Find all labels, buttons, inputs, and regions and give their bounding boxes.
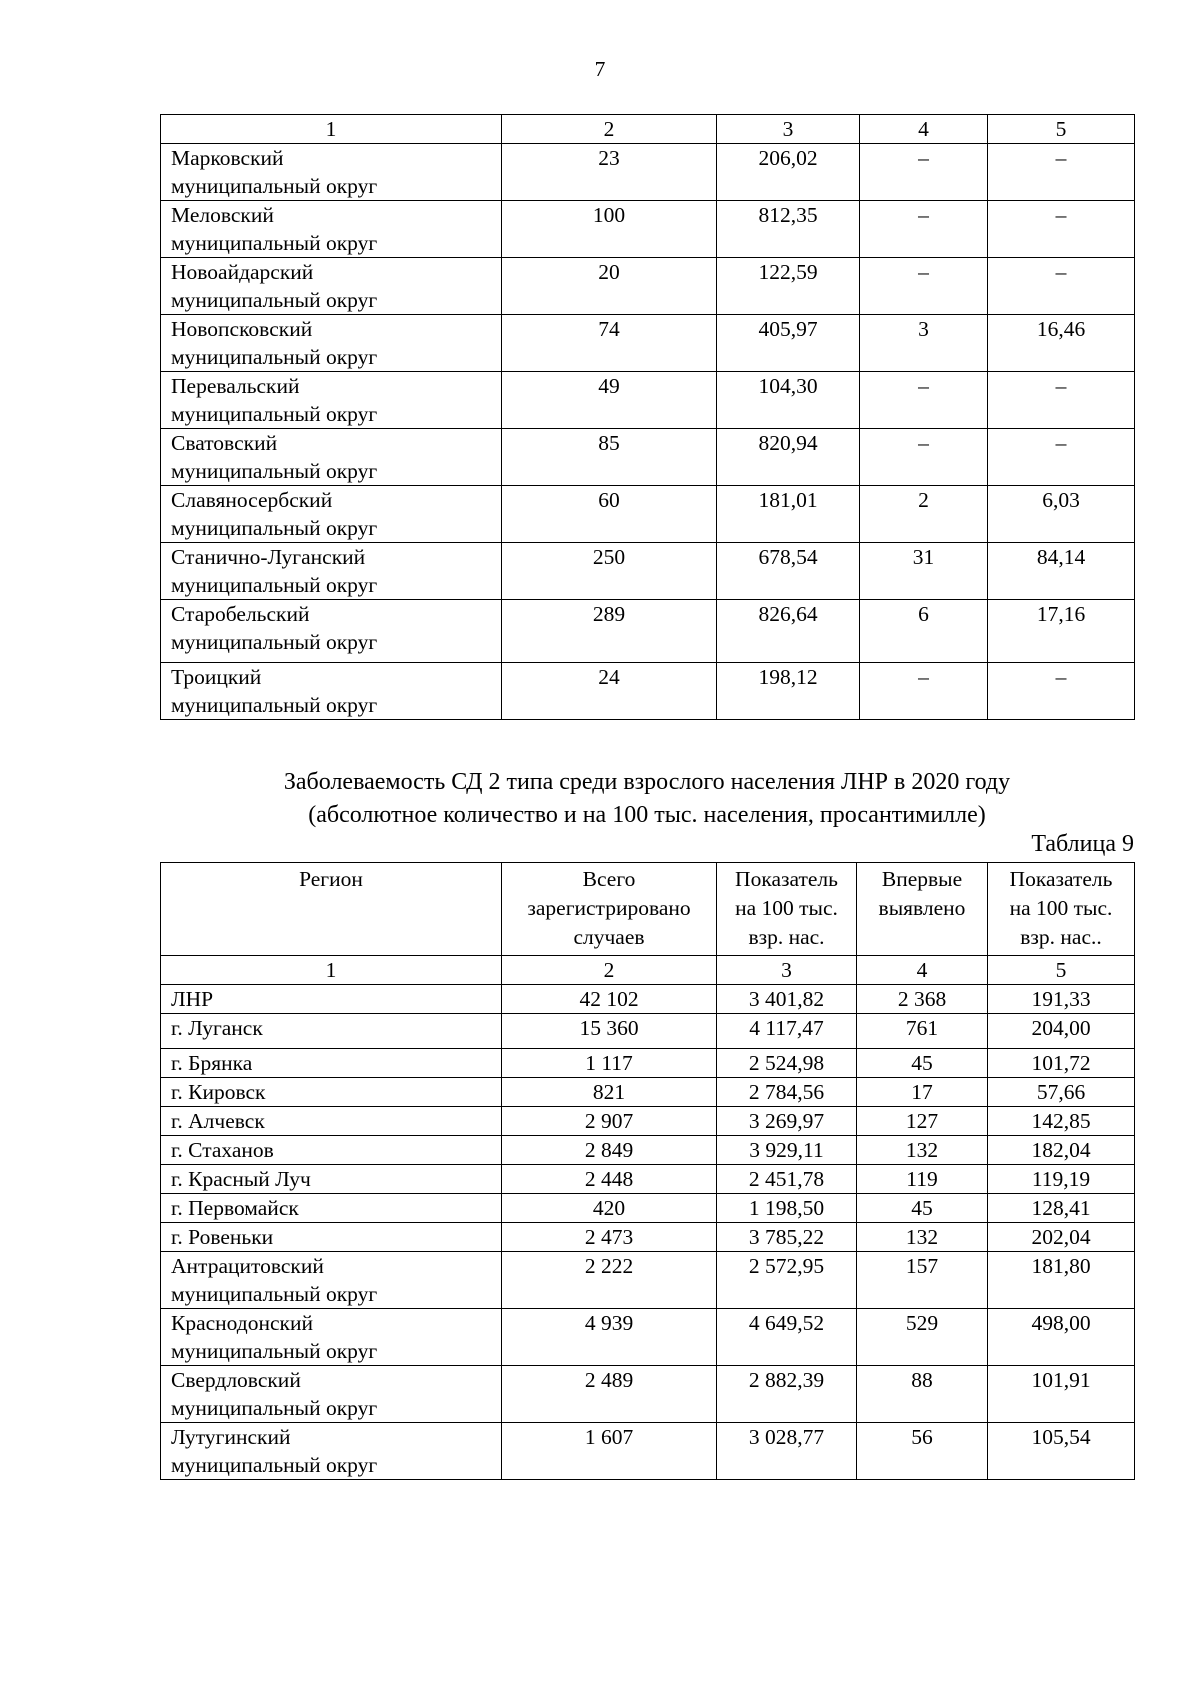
table-row — [161, 1014, 1135, 1049]
table-row — [161, 1423, 1135, 1480]
region-name: г. Алчевск — [171, 1109, 265, 1133]
new-rate-cell: 57,66 — [988, 1078, 1135, 1107]
rate-cell: 4 117,47 — [717, 1014, 857, 1049]
region-name-line2: муниципальный округ — [171, 288, 378, 312]
rate-cell: 3 785,22 — [717, 1223, 857, 1252]
region-name-line2: муниципальный округ — [171, 402, 378, 426]
region-name: Перевальский — [171, 374, 300, 398]
region-cell — [161, 429, 502, 486]
region-cell — [161, 315, 502, 372]
total-cell: 42 102 — [502, 985, 717, 1014]
new-cell: 31 — [860, 543, 988, 600]
section-title — [160, 766, 1134, 832]
region-name: г. Брянка — [171, 1051, 253, 1075]
new-rate-cell: 498,00 — [988, 1309, 1135, 1366]
header-rate-line: Показатель — [735, 867, 838, 891]
region-name-line2: муниципальный округ — [171, 231, 378, 255]
rate-cell: 206,02 — [717, 144, 860, 201]
rate-cell: 678,54 — [717, 543, 860, 600]
table-row — [161, 258, 1135, 315]
total-cell: 74 — [502, 315, 717, 372]
column-number-cell: 4 — [860, 115, 988, 144]
header-region: Регион — [161, 863, 502, 956]
new-rate-cell: 16,46 — [988, 315, 1135, 372]
total-cell: 2 222 — [502, 1252, 717, 1309]
new-cell: 119 — [857, 1165, 988, 1194]
rate-cell: 405,97 — [717, 315, 860, 372]
new-cell: 17 — [857, 1078, 988, 1107]
table-row — [161, 1136, 1135, 1165]
table-row — [161, 1223, 1135, 1252]
new-cell: 6 — [860, 600, 988, 663]
new-rate-cell: – — [988, 258, 1135, 315]
column-number-cell: 3 — [717, 115, 860, 144]
region-name-line2: муниципальный округ — [171, 1339, 378, 1363]
region-name: Меловский — [171, 203, 274, 227]
header-new-rate-line: взр. нас.. — [1020, 925, 1102, 949]
table-row — [161, 315, 1135, 372]
region-cell — [161, 144, 502, 201]
total-cell: 2 907 — [502, 1107, 717, 1136]
new-rate-cell: 119,19 — [988, 1165, 1135, 1194]
table-row — [161, 543, 1135, 600]
region-cell — [161, 1014, 502, 1049]
new-rate-cell: 17,16 — [988, 600, 1135, 663]
column-number-cell: 2 — [502, 956, 717, 985]
region-name: г. Стаханов — [171, 1138, 274, 1162]
region-name: Станично-Луганский — [171, 545, 366, 569]
region-name-line2: муниципальный округ — [171, 516, 378, 540]
table-row — [161, 985, 1135, 1014]
new-rate-cell: 6,03 — [988, 486, 1135, 543]
total-cell: 15 360 — [502, 1014, 717, 1049]
new-cell: 3 — [860, 315, 988, 372]
total-cell: 2 849 — [502, 1136, 717, 1165]
region-name: Славяносербский — [171, 488, 333, 512]
region-cell — [161, 1309, 502, 1366]
column-number-row — [161, 956, 1135, 985]
region-name: Старобельский — [171, 602, 310, 626]
total-cell: 24 — [502, 663, 717, 720]
table-continued — [160, 114, 1135, 720]
rate-cell: 3 028,77 — [717, 1423, 857, 1480]
rate-cell: 4 649,52 — [717, 1309, 857, 1366]
column-number-row — [161, 115, 1135, 144]
rate-cell: 122,59 — [717, 258, 860, 315]
total-cell: 49 — [502, 372, 717, 429]
region-name: Новопсковский — [171, 317, 313, 341]
table-row — [161, 1309, 1135, 1366]
total-cell: 60 — [502, 486, 717, 543]
region-name-line2: муниципальный округ — [171, 1282, 378, 1306]
header-total — [502, 863, 717, 956]
new-cell: 56 — [857, 1423, 988, 1480]
region-name: ЛНР — [171, 987, 214, 1011]
region-name-line2: муниципальный округ — [171, 693, 378, 717]
table-header-row — [161, 863, 1135, 956]
new-cell: 2 — [860, 486, 988, 543]
new-rate-cell: 191,33 — [988, 985, 1135, 1014]
new-rate-cell: 204,00 — [988, 1014, 1135, 1049]
new-rate-cell: 105,54 — [988, 1423, 1135, 1480]
region-cell — [161, 663, 502, 720]
header-total-line: Всего — [582, 867, 636, 891]
header-rate-line: взр. нас. — [748, 925, 825, 949]
region-cell — [161, 1136, 502, 1165]
new-cell: 132 — [857, 1136, 988, 1165]
region-cell — [161, 201, 502, 258]
header-new-rate-line: на 100 тыс. — [1009, 896, 1113, 920]
new-cell: – — [860, 429, 988, 486]
region-name: г. Первомайск — [171, 1196, 299, 1220]
rate-cell: 3 269,97 — [717, 1107, 857, 1136]
new-cell: 761 — [857, 1014, 988, 1049]
rate-cell: 820,94 — [717, 429, 860, 486]
new-cell: 127 — [857, 1107, 988, 1136]
rate-cell: 812,35 — [717, 201, 860, 258]
column-number-cell: 5 — [988, 115, 1135, 144]
table-label: Таблица 9 — [1031, 831, 1134, 857]
total-cell: 2 489 — [502, 1366, 717, 1423]
table-row — [161, 1165, 1135, 1194]
new-rate-cell: 182,04 — [988, 1136, 1135, 1165]
table-row — [161, 1078, 1135, 1107]
new-cell: 132 — [857, 1223, 988, 1252]
table-row — [161, 1107, 1135, 1136]
table-row — [161, 486, 1135, 543]
new-cell: 45 — [857, 1049, 988, 1078]
column-number-cell: 5 — [988, 956, 1135, 985]
region-name: г. Луганск — [171, 1016, 263, 1040]
table-row — [161, 663, 1135, 720]
new-cell: 157 — [857, 1252, 988, 1309]
region-cell — [161, 1252, 502, 1309]
rate-cell: 104,30 — [717, 372, 860, 429]
header-new-rate — [988, 863, 1135, 956]
total-cell: 420 — [502, 1194, 717, 1223]
column-number-cell: 4 — [857, 956, 988, 985]
region-name: Сватовский — [171, 431, 278, 455]
header-new — [857, 863, 988, 956]
rate-cell: 2 524,98 — [717, 1049, 857, 1078]
column-number-cell: 3 — [717, 956, 857, 985]
new-rate-cell: 181,80 — [988, 1252, 1135, 1309]
section-title-line1: Заболеваемость СД 2 типа среди взрослого населения ЛНР в 2020 году — [283, 769, 1011, 795]
region-cell — [161, 1049, 502, 1078]
region-name: г. Кировск — [171, 1080, 266, 1104]
region-cell — [161, 1078, 502, 1107]
table-row — [161, 1194, 1135, 1223]
header-new-line: Впервые — [881, 867, 963, 891]
region-name-line2: муниципальный округ — [171, 1453, 378, 1477]
new-rate-cell: 142,85 — [988, 1107, 1135, 1136]
table-row — [161, 372, 1135, 429]
region-cell — [161, 1107, 502, 1136]
total-cell: 20 — [502, 258, 717, 315]
new-rate-cell: 101,72 — [988, 1049, 1135, 1078]
table-row — [161, 144, 1135, 201]
total-cell: 1 117 — [502, 1049, 717, 1078]
region-name-line2: муниципальный округ — [171, 573, 378, 597]
header-rate — [717, 863, 857, 956]
header-total-line: зарегистрировано — [527, 896, 691, 920]
region-name: г. Ровеньки — [171, 1225, 274, 1249]
new-cell: – — [860, 663, 988, 720]
table-row — [161, 1252, 1135, 1309]
region-name: Новоайдарский — [171, 260, 314, 284]
rate-cell: 2 882,39 — [717, 1366, 857, 1423]
table-row — [161, 600, 1135, 663]
column-number-cell: 2 — [502, 115, 717, 144]
rate-cell: 1 198,50 — [717, 1194, 857, 1223]
region-name: Марковский — [171, 146, 284, 170]
rate-cell: 2 572,95 — [717, 1252, 857, 1309]
region-cell — [161, 1223, 502, 1252]
table-row — [161, 1366, 1135, 1423]
column-number-cell: 1 — [161, 956, 502, 985]
region-cell — [161, 1165, 502, 1194]
new-rate-cell: 128,41 — [988, 1194, 1135, 1223]
region-name: Свердловский — [171, 1368, 301, 1392]
region-name-line2: муниципальный округ — [171, 1396, 378, 1420]
region-cell — [161, 985, 502, 1014]
table-9 — [160, 862, 1135, 1480]
table-row — [161, 1049, 1135, 1078]
new-cell: – — [860, 201, 988, 258]
new-rate-cell: 101,91 — [988, 1366, 1135, 1423]
total-cell: 1 607 — [502, 1423, 717, 1480]
rate-cell: 2 784,56 — [717, 1078, 857, 1107]
new-cell: – — [860, 372, 988, 429]
region-cell — [161, 486, 502, 543]
rate-cell: 3 401,82 — [717, 985, 857, 1014]
region-cell — [161, 600, 502, 663]
new-rate-cell: – — [988, 663, 1135, 720]
new-cell: – — [860, 258, 988, 315]
new-rate-cell: – — [988, 201, 1135, 258]
region-cell — [161, 372, 502, 429]
new-rate-cell: – — [988, 144, 1135, 201]
table-row — [161, 201, 1135, 258]
new-rate-cell: 202,04 — [988, 1223, 1135, 1252]
total-cell: 821 — [502, 1078, 717, 1107]
table-row — [161, 429, 1135, 486]
region-name: г. Красный Луч — [171, 1167, 311, 1191]
rate-cell: 2 451,78 — [717, 1165, 857, 1194]
page-number: 7 — [594, 57, 606, 81]
header-new-rate-line: Показатель — [1009, 867, 1113, 891]
region-cell — [161, 1423, 502, 1480]
new-rate-cell: 84,14 — [988, 543, 1135, 600]
region-cell — [161, 258, 502, 315]
header-rate-line: на 100 тыс. — [735, 896, 838, 920]
region-name-line2: муниципальный округ — [171, 174, 378, 198]
total-cell: 2 473 — [502, 1223, 717, 1252]
region-name: Антрацитовский — [171, 1254, 324, 1278]
rate-cell: 826,64 — [717, 600, 860, 663]
total-cell: 85 — [502, 429, 717, 486]
new-cell: 529 — [857, 1309, 988, 1366]
new-cell: 88 — [857, 1366, 988, 1423]
total-cell: 2 448 — [502, 1165, 717, 1194]
section-title-line2: (абсолютное количество и на 100 тыс. населения, просантимилле) — [308, 802, 986, 828]
column-number-cell: 1 — [161, 115, 502, 144]
region-name: Троицкий — [171, 665, 262, 689]
region-cell — [161, 1194, 502, 1223]
region-name-line2: муниципальный округ — [171, 345, 378, 369]
total-cell: 289 — [502, 600, 717, 663]
total-cell: 23 — [502, 144, 717, 201]
new-cell: 45 — [857, 1194, 988, 1223]
new-rate-cell: – — [988, 372, 1135, 429]
rate-cell: 198,12 — [717, 663, 860, 720]
header-new-line: выявлено — [878, 896, 966, 920]
rate-cell: 3 929,11 — [717, 1136, 857, 1165]
region-name-line2: муниципальный округ — [171, 459, 378, 483]
rate-cell: 181,01 — [717, 486, 860, 543]
region-cell — [161, 1366, 502, 1423]
total-cell: 250 — [502, 543, 717, 600]
region-name-line2: муниципальный округ — [171, 630, 378, 654]
region-name: Краснодонский — [171, 1311, 314, 1335]
region-name: Лутугинский — [171, 1425, 291, 1449]
header-total-line: случаев — [573, 925, 645, 949]
region-cell — [161, 543, 502, 600]
total-cell: 100 — [502, 201, 717, 258]
total-cell: 4 939 — [502, 1309, 717, 1366]
new-cell: 2 368 — [857, 985, 988, 1014]
new-cell: – — [860, 144, 988, 201]
new-rate-cell: – — [988, 429, 1135, 486]
